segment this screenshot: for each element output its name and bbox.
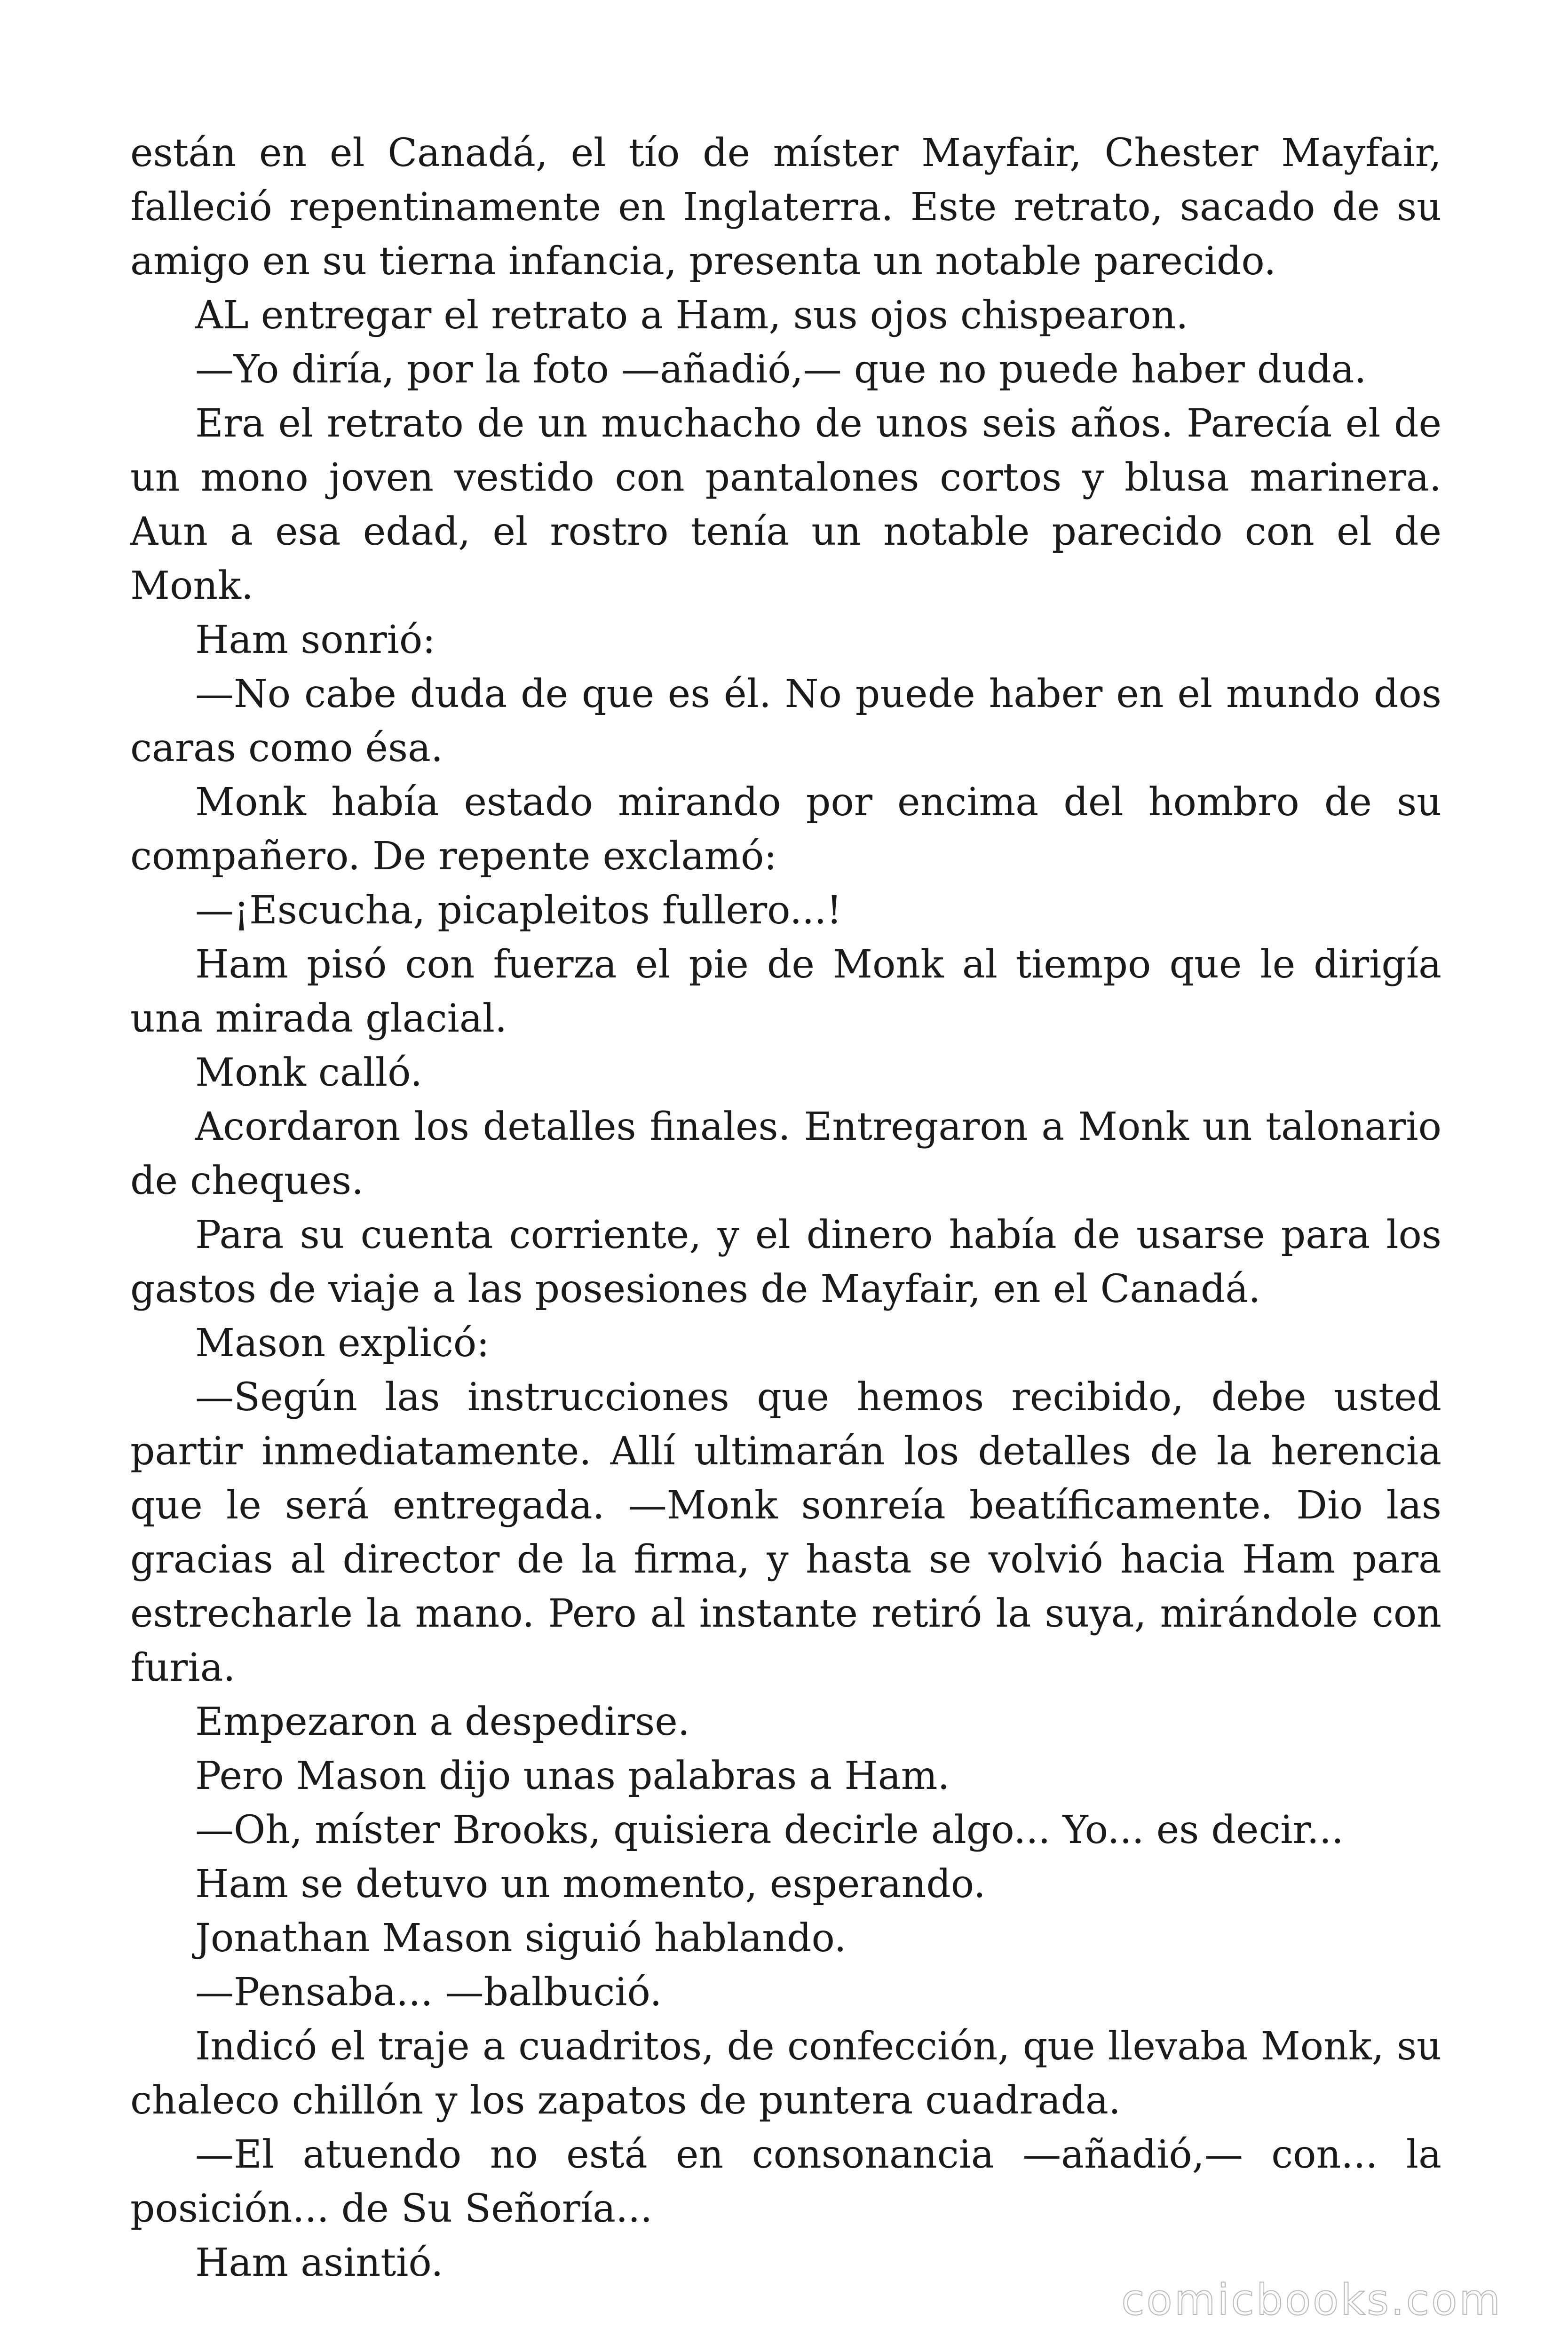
paragraph-20: —Pensaba... —balbució. [195, 1970, 662, 2015]
paragraph-7: Monk había estado mirando por encima del hombro de su compañero. De repente exclamó: [130, 780, 1441, 879]
paragraph-4: Era el retrato de un muchacho de unos seis años. Parecía el de un mono joven vestido con pantalones cortos y blusa marinera. Aun a esa edad, el rostro tenía un notable parecido con el de Monk. [130, 401, 1441, 608]
paragraph-10: Monk calló. [195, 1050, 423, 1095]
paragraph-11: Acordaron los detalles finales. Entregaron a Monk un talonario de cheques. [130, 1104, 1441, 1203]
paragraph-18: Ham se detuvo un momento, esperando. [195, 1862, 986, 1907]
paragraph-8: —¡Escucha, picapleitos fullero...! [195, 888, 842, 933]
paragraph-17: —Oh, míster Brooks, quisiera decirle algo... Yo... es decir... [195, 1808, 1344, 1852]
paragraph-2: AL entregar el retrato a Ham, sus ojos chispearon. [195, 293, 1188, 338]
paragraph-3: —Yo diría, por la foto —añadió,— que no puede haber duda. [195, 347, 1367, 392]
paragraph-22: —El atuendo no está en consonancia —añadió,— con... la posición... de Su Señoría... [130, 2132, 1441, 2231]
paragraph-19: Jonathan Mason siguió hablando. [195, 1916, 847, 1961]
paragraph-6: —No cabe duda de que es él. No puede haber en el mundo dos caras como ésa. [130, 672, 1441, 771]
paragraph-5: Ham sonrió: [195, 618, 436, 662]
paragraph-13: Mason explicó: [195, 1321, 490, 1366]
paragraph-14: —Según las instrucciones que hemos recibido, debe usted partir inmediatamente. Allí ultimarán los detalles de la herencia que le será entregada. —Monk sonreía beatíficamente. Dio las gracias al director de la firma, y hasta se volvió hacia Ham para estrecharle la mano. Pero al instante retiró la suya, mirándole con furia. [130, 1375, 1441, 1690]
watermark-logo: comicbooks.com [1121, 2275, 1502, 2325]
paragraph-21: Indicó el traje a cuadritos, de confección, que llevaba Monk, su chaleco chillón y los zapatos de puntera cuadrada. [130, 2024, 1441, 2123]
paragraph-23: Ham asintió. [195, 2241, 443, 2285]
paragraph-12: Para su cuenta corriente, y el dinero había de usarse para los gastos de viaje a las posesiones de Mayfair, en el Canadá. [130, 1213, 1441, 1311]
paragraph-15: Empezaron a despedirse. [195, 1700, 690, 1744]
paragraph-9: Ham pisó con fuerza el pie de Monk al tiempo que le dirigía una mirada glacial. [130, 942, 1441, 1041]
paragraph-1: están en el Canadá, el tío de míster Mayfair, Chester Mayfair, falleció repentinamente en Inglaterra. Este retrato, sacado de su amigo en su tierna infancia, presenta un notable parecido. [130, 131, 1441, 284]
page-body [130, 126, 1441, 2290]
paragraph-16: Pero Mason dijo unas palabras a Ham. [195, 1754, 950, 1798]
